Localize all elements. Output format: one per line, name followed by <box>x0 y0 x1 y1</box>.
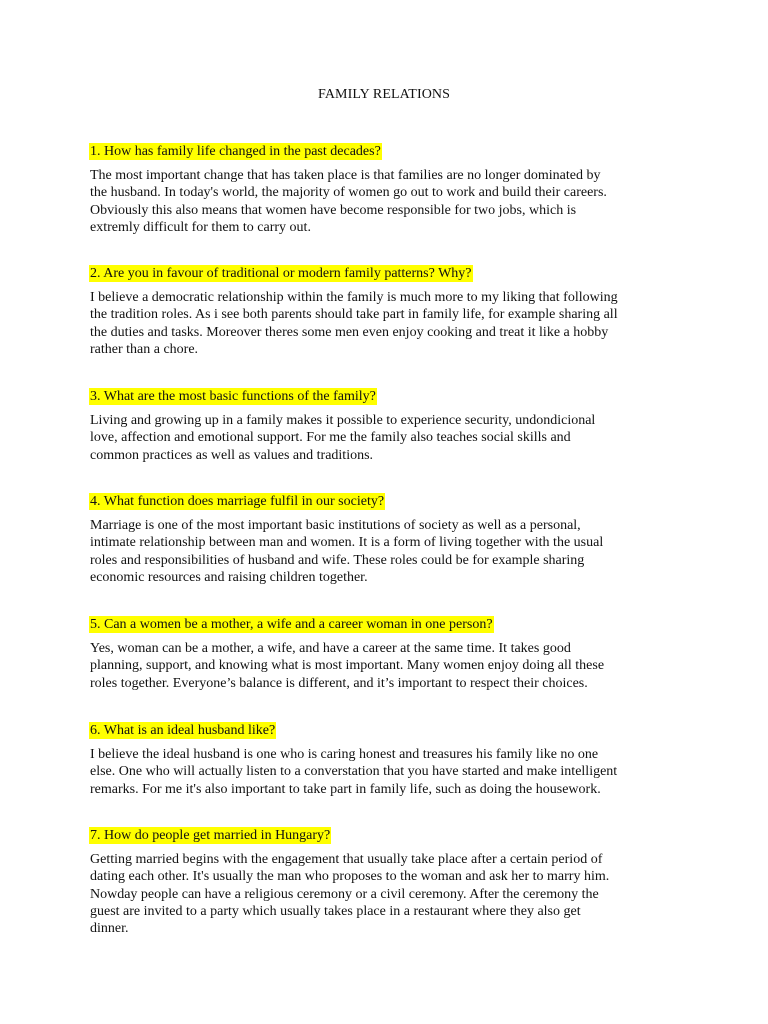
qa-section-2 <box>90 264 690 358</box>
qa-section-1 <box>90 142 690 236</box>
answer-4: Marriage is one of the most important basic institutions of society as well as a personal, intimate relationship between man and women. It is a form of living together with the usual roles and responsibilities of husband and wife. These roles could be for example sharing economic resources and raising children together. <box>90 518 604 585</box>
question-4: 4. What function does marriage fulfil in our society? <box>90 494 385 509</box>
answer-3: Living and growing up in a family makes it possible to experience security, undondicional love, affection and emotional support. For me the family also teaches social skills and common practices as well as values and traditions. <box>90 413 596 463</box>
qa-section-3 <box>90 387 690 464</box>
question-3: 3. What are the most basic functions of the family? <box>90 389 376 404</box>
question-2: 2. Are you in favour of traditional or modern family patterns? Why? <box>90 266 472 281</box>
question-1: 1. How has family life changed in the past decades? <box>90 144 381 159</box>
qa-section-7 <box>90 826 690 937</box>
qa-section-4 <box>90 492 690 586</box>
answer-6: I believe the ideal husband is one who is caring honest and treasures his family like no one else. One who will actually listen to a converstation that you have started and make intelligent remarks. For me it's also important to take part in family life, such as doing the housework. <box>90 747 618 797</box>
qa-section-5 <box>90 615 690 692</box>
qa-section-6 <box>90 721 690 798</box>
answer-1: The most important change that has taken place is that families are no longer dominated by the husband. In today's world, the majority of women go out to work and build their careers. Obviously this also means that women have become responsible for two jobs, which is extremly difficult for them to carry out. <box>90 168 607 235</box>
answer-2: I believe a democratic relationship within the family is much more to my liking that following the tradition roles. As i see both parents should take part in family life, for example sharing all the duties and tasks. Moreover theres some men even enjoy cooking and treat it like a hobby rather than a chore. <box>90 290 618 357</box>
question-7: 7. How do people get married in Hungary? <box>90 828 331 843</box>
document-title: FAMILY RELATIONS <box>317 87 451 102</box>
answer-7: Getting married begins with the engagement that usually take place after a certain period of dating each other. It's usually the man who proposes to the woman and ask her to marry him. Nowday people can have a religious ceremony or a civil ceremony. After the ceremony the guest are invited to a party which usually takes place in a restaurant where they also get dinner. <box>90 852 610 937</box>
question-5: 5. Can a women be a mother, a wife and a career woman in one person? <box>90 617 493 632</box>
question-6: 6. What is an ideal husband like? <box>90 723 276 738</box>
answer-5: Yes, woman can be a mother, a wife, and have a career at the same time. It takes good planning, support, and knowing what is most important. Many women enjoy doing all these roles together. Everyone’s balance is different, and it’s important to respect their choices. <box>90 641 605 691</box>
